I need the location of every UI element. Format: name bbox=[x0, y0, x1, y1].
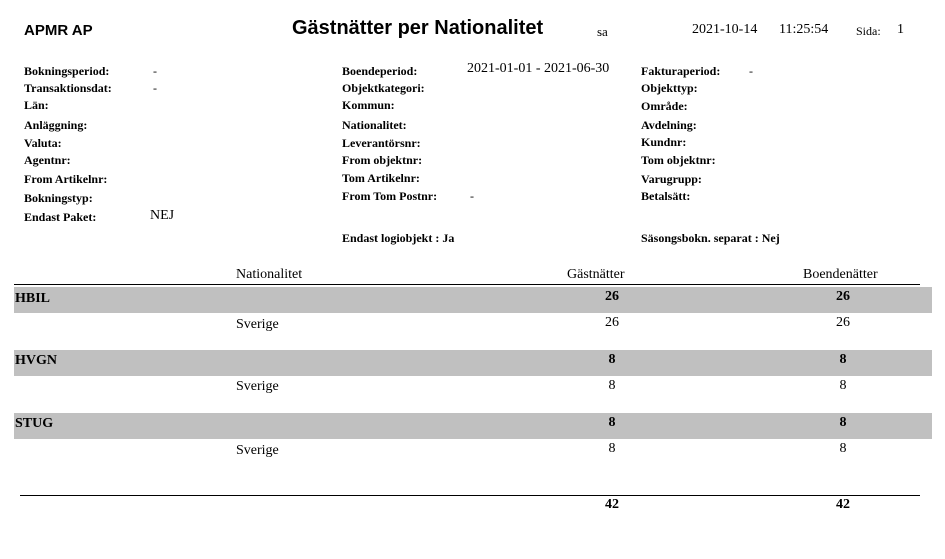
param-label: Län: bbox=[24, 98, 49, 112]
group-band bbox=[14, 413, 932, 439]
param-value: - bbox=[153, 64, 157, 78]
param-value: - bbox=[470, 189, 474, 203]
param-label: Boendeperiod: bbox=[342, 64, 418, 78]
total-guest-nights: 42 bbox=[605, 497, 619, 512]
logi-only-flag: Endast logiobjekt : Ja bbox=[342, 231, 455, 245]
report-date: 2021-10-14 bbox=[692, 22, 758, 37]
param-label: Tom Artikelnr: bbox=[342, 171, 420, 185]
col-header-guest-nights: Gästnätter bbox=[567, 267, 625, 282]
param-label: Objekttyp: bbox=[641, 81, 698, 95]
param-label: Fakturaperiod: bbox=[641, 64, 721, 78]
param-label: From Tom Postnr: bbox=[342, 189, 438, 203]
row-stay-nights: 8 bbox=[839, 441, 847, 456]
col-header-stay-nights: Boendenätter bbox=[803, 267, 878, 282]
param-label: Kundnr: bbox=[641, 135, 687, 149]
group-guest-nights: 8 bbox=[608, 352, 616, 367]
param-label: Anläggning: bbox=[24, 118, 88, 132]
param-value: NEJ bbox=[150, 208, 175, 223]
param-label: Betalsätt: bbox=[641, 189, 691, 203]
group-band bbox=[14, 350, 932, 376]
page-number: 1 bbox=[897, 22, 904, 37]
row-country: Sverige bbox=[236, 317, 279, 332]
group-name: HBIL bbox=[15, 291, 51, 306]
param-label: Objektkategori: bbox=[342, 81, 425, 95]
group-stay-nights: 8 bbox=[839, 352, 847, 367]
param-label: From objektnr: bbox=[342, 153, 423, 167]
param-label: Kommun: bbox=[342, 98, 395, 112]
param-label: Endast Paket: bbox=[24, 210, 97, 224]
param-label: Varugrupp: bbox=[641, 172, 702, 186]
param-label: Avdelning: bbox=[641, 118, 697, 132]
row-guest-nights: 8 bbox=[608, 441, 616, 456]
group-name: HVGN bbox=[15, 353, 57, 368]
total-rule bbox=[20, 495, 920, 496]
param-label: Tom objektnr: bbox=[641, 153, 716, 167]
group-stay-nights: 26 bbox=[836, 289, 850, 304]
row-guest-nights: 8 bbox=[608, 378, 616, 393]
report-time: 11:25:54 bbox=[779, 22, 829, 37]
param-label: Nationalitet: bbox=[342, 118, 407, 132]
param-value: 2021-01-01 - 2021-06-30 bbox=[467, 61, 610, 76]
group-band bbox=[14, 287, 932, 313]
param-value: - bbox=[749, 64, 753, 78]
row-country: Sverige bbox=[236, 443, 279, 458]
total-stay-nights: 42 bbox=[836, 497, 850, 512]
page-label: Sida: bbox=[856, 24, 881, 38]
param-label: From Artikelnr: bbox=[24, 172, 108, 186]
user-name: sa bbox=[597, 24, 608, 39]
header-rule bbox=[14, 284, 920, 285]
report-title: Gästnätter per Nationalitet bbox=[292, 17, 544, 39]
param-label: Valuta: bbox=[24, 136, 62, 150]
row-guest-nights: 26 bbox=[605, 315, 619, 330]
season-separate-flag: Säsongsbokn. separat : Nej bbox=[641, 231, 780, 245]
param-label: Agentnr: bbox=[24, 153, 71, 167]
group-guest-nights: 8 bbox=[608, 415, 616, 430]
param-value: - bbox=[153, 81, 157, 95]
group-guest-nights: 26 bbox=[605, 289, 619, 304]
row-stay-nights: 8 bbox=[839, 378, 847, 393]
group-name: STUG bbox=[15, 416, 54, 431]
param-label: Område: bbox=[641, 99, 688, 113]
col-header-nationality: Nationalitet bbox=[236, 267, 303, 282]
row-stay-nights: 26 bbox=[836, 315, 850, 330]
param-label: Bokningsperiod: bbox=[24, 64, 110, 78]
group-stay-nights: 8 bbox=[839, 415, 847, 430]
param-label: Bokningstyp: bbox=[24, 191, 93, 205]
param-label: Transaktionsdat: bbox=[24, 81, 112, 95]
row-country: Sverige bbox=[236, 379, 279, 394]
param-label: Leverantörsnr: bbox=[342, 136, 421, 150]
company-name: APMR AP bbox=[24, 22, 93, 39]
